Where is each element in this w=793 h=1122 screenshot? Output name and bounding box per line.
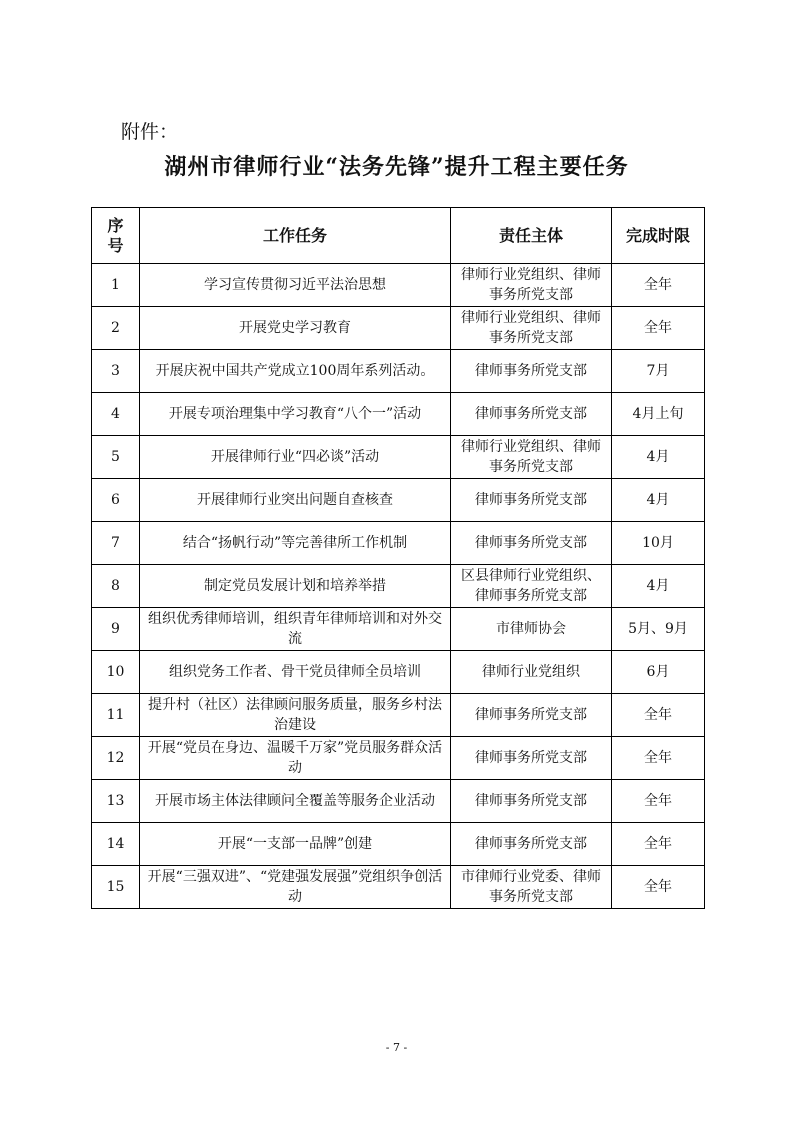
row-number: 5 xyxy=(92,436,140,479)
row-owner: 律师事务所党支部 xyxy=(451,393,612,436)
row-task: 开展律师行业突出问题自查核查 xyxy=(140,479,451,522)
row-number: 3 xyxy=(92,350,140,393)
header-task: 工作任务 xyxy=(140,208,451,264)
page-number: - 7 - xyxy=(385,1041,408,1054)
table-row xyxy=(92,393,705,436)
row-number: 1 xyxy=(92,264,140,307)
row-deadline: 7月 xyxy=(612,350,705,393)
table-row xyxy=(92,350,705,393)
table-row xyxy=(92,307,705,350)
row-owner: 律师事务所党支部 xyxy=(451,823,612,866)
row-deadline: 全年 xyxy=(612,264,705,307)
row-owner: 律师行业党组织、律师事务所党支部 xyxy=(451,307,612,350)
row-owner: 律师行业党组织、律师事务所党支部 xyxy=(451,436,612,479)
row-deadline: 4月上旬 xyxy=(612,393,705,436)
row-task: 开展庆祝中国共产党成立100周年系列活动。 xyxy=(140,350,451,393)
row-owner: 市律师协会 xyxy=(451,608,612,651)
header-deadline: 完成时限 xyxy=(612,208,705,264)
row-number: 10 xyxy=(92,651,140,694)
row-deadline: 全年 xyxy=(612,866,705,909)
table-row xyxy=(92,565,705,608)
row-task: 开展“一支部一品牌”创建 xyxy=(140,823,451,866)
row-number: 13 xyxy=(92,780,140,823)
table-row xyxy=(92,866,705,909)
table-row xyxy=(92,608,705,651)
row-deadline: 全年 xyxy=(612,307,705,350)
row-owner: 律师事务所党支部 xyxy=(451,522,612,565)
row-task: 结合“扬帆行动”等完善律所工作机制 xyxy=(140,522,451,565)
table-row xyxy=(92,264,705,307)
row-task: 开展“三强双进”、“党建强发展强”党组织争创活动 xyxy=(140,866,451,909)
row-deadline: 4月 xyxy=(612,479,705,522)
row-number: 11 xyxy=(92,694,140,737)
row-task: 学习宣传贯彻习近平法治思想 xyxy=(140,264,451,307)
row-number: 2 xyxy=(92,307,140,350)
row-deadline: 4月 xyxy=(612,565,705,608)
table-row xyxy=(92,651,705,694)
row-deadline: 全年 xyxy=(612,823,705,866)
row-task: 开展“党员在身边、温暖千万家”党员服务群众活动 xyxy=(140,737,451,780)
row-owner: 律师行业党组织、律师事务所党支部 xyxy=(451,264,612,307)
row-owner: 律师事务所党支部 xyxy=(451,694,612,737)
table-row xyxy=(92,737,705,780)
row-deadline: 全年 xyxy=(612,780,705,823)
row-deadline: 5月、9月 xyxy=(612,608,705,651)
row-number: 15 xyxy=(92,866,140,909)
row-owner: 律师事务所党支部 xyxy=(451,737,612,780)
header-number: 序号 xyxy=(92,208,140,264)
row-task: 开展专项治理集中学习教育“八个一”活动 xyxy=(140,393,451,436)
row-deadline: 6月 xyxy=(612,651,705,694)
row-task: 开展律师行业“四必谈”活动 xyxy=(140,436,451,479)
page-title: 湖州市律师行业“法务先锋”提升工程主要任务 xyxy=(164,154,629,180)
table-header-row xyxy=(92,208,705,264)
attachment-label: 附件： xyxy=(121,121,179,143)
row-task: 提升村（社区）法律顾问服务质量，服务乡村法治建设 xyxy=(140,694,451,737)
row-owner: 律师行业党组织 xyxy=(451,651,612,694)
row-task: 制定党员发展计划和培养举措 xyxy=(140,565,451,608)
row-number: 14 xyxy=(92,823,140,866)
row-deadline: 全年 xyxy=(612,737,705,780)
row-number: 8 xyxy=(92,565,140,608)
row-deadline: 4月 xyxy=(612,436,705,479)
row-owner: 区县律师行业党组织、律师事务所党支部 xyxy=(451,565,612,608)
table-row xyxy=(92,823,705,866)
row-number: 12 xyxy=(92,737,140,780)
row-task: 开展党史学习教育 xyxy=(140,307,451,350)
row-owner: 律师事务所党支部 xyxy=(451,780,612,823)
row-owner: 律师事务所党支部 xyxy=(451,479,612,522)
row-owner: 律师事务所党支部 xyxy=(451,350,612,393)
row-task: 组织优秀律师培训，组织青年律师培训和对外交流 xyxy=(140,608,451,651)
table-row xyxy=(92,780,705,823)
task-table xyxy=(91,207,705,909)
row-number: 7 xyxy=(92,522,140,565)
table-row xyxy=(92,436,705,479)
row-number: 6 xyxy=(92,479,140,522)
row-number: 9 xyxy=(92,608,140,651)
header-owner: 责任主体 xyxy=(451,208,612,264)
table-row xyxy=(92,694,705,737)
row-task: 开展市场主体法律顾问全覆盖等服务企业活动 xyxy=(140,780,451,823)
row-number: 4 xyxy=(92,393,140,436)
table-row xyxy=(92,522,705,565)
row-deadline: 全年 xyxy=(612,694,705,737)
table-row xyxy=(92,479,705,522)
row-task: 组织党务工作者、骨干党员律师全员培训 xyxy=(140,651,451,694)
row-owner: 市律师行业党委、律师事务所党支部 xyxy=(451,866,612,909)
row-deadline: 10月 xyxy=(612,522,705,565)
